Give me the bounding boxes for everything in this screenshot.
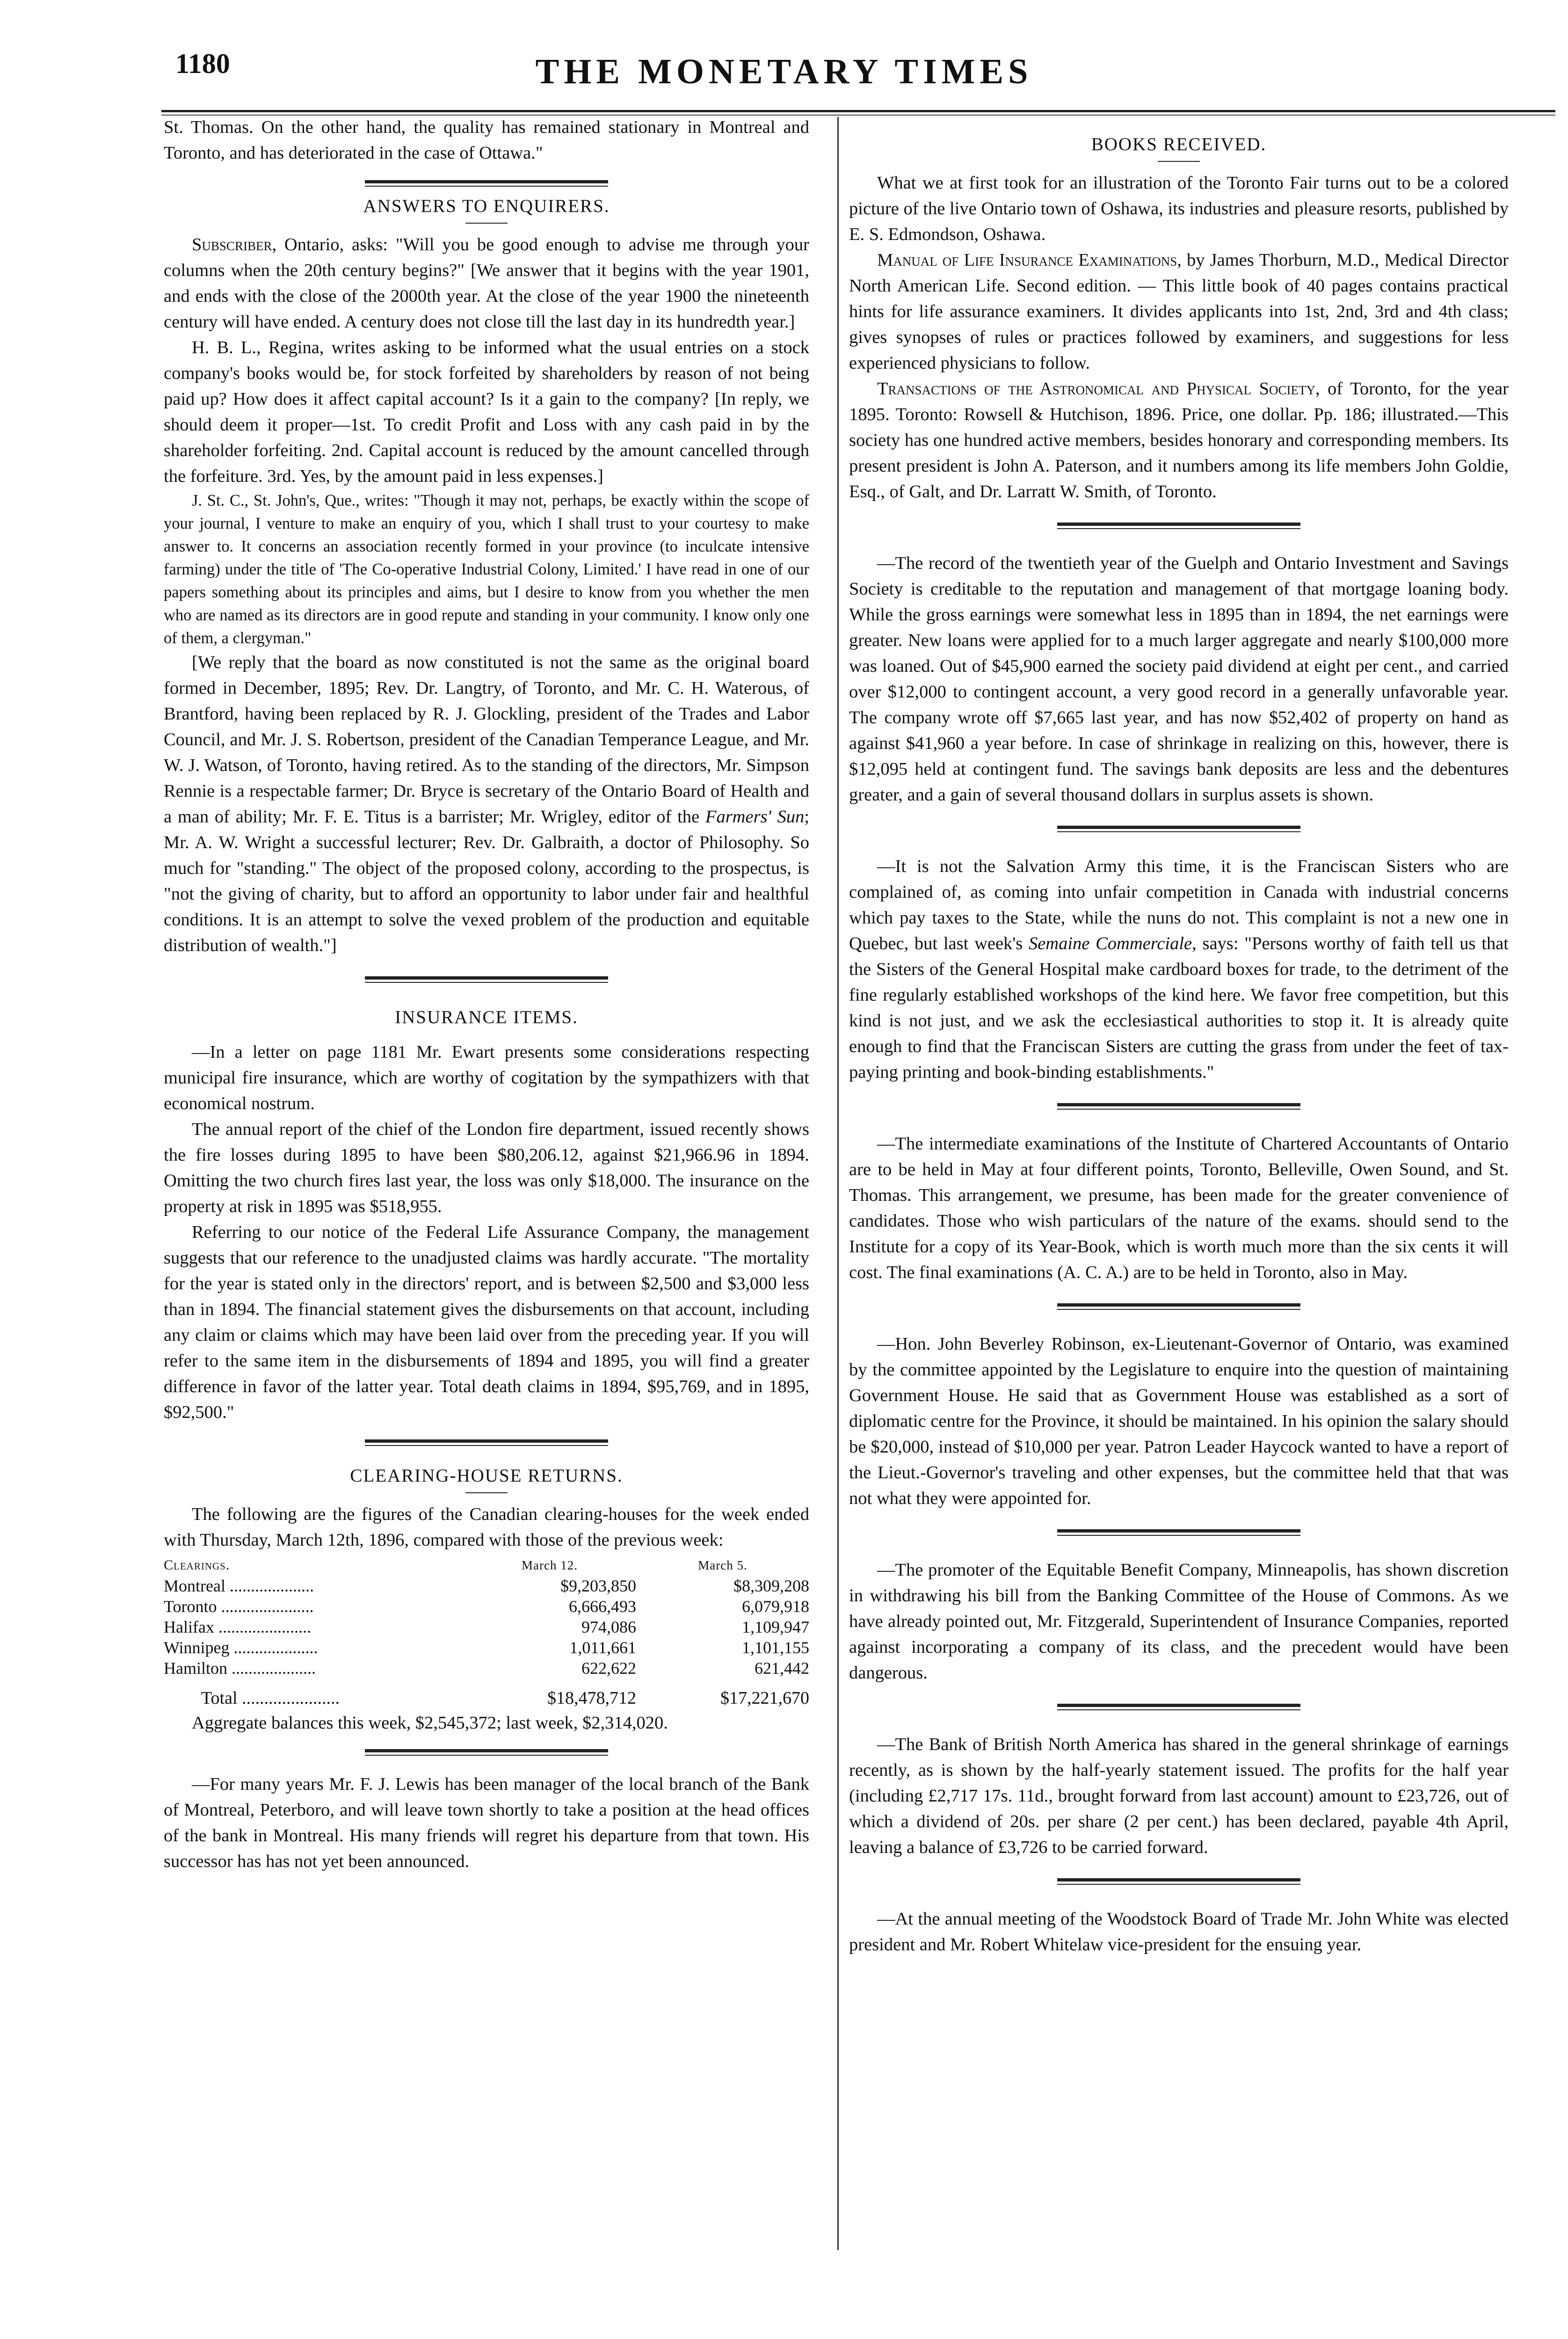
books-transactions <box>849 376 1509 505</box>
clearing-aggregate: Aggregate balances this week, $2,545,372; last week, $2,314,020. <box>192 1713 668 1733</box>
march12-col-header: March 12. <box>522 1558 578 1572</box>
march5-cell: $8,309,208 <box>733 1576 809 1595</box>
insurance-ewart: —In a letter on page 1181 Mr. Ewart presents some considerations respecting municipal fire insurance, which are worthy of cogitation by the sympathizers with that economical nostrum. <box>164 1042 809 1113</box>
total-label: Total ...................... <box>201 1688 340 1708</box>
march12-cell: $9,203,850 <box>560 1576 636 1595</box>
march12-cell: 622,622 <box>581 1659 636 1678</box>
subscriber-name: Subscriber <box>192 235 272 254</box>
woodstock-paragraph: —At the annual meeting of the Woodstock Board of Trade Mr. John White was elected president and Mr. Robert Whitelaw vice-president for the ensuing year. <box>849 1909 1509 1954</box>
march12-cell: 1,011,661 <box>569 1638 636 1657</box>
heading-rule <box>465 223 508 224</box>
heading-rule <box>1158 161 1200 162</box>
section-rule <box>1057 1878 1300 1885</box>
section-rule <box>1057 1103 1300 1110</box>
table-row <box>164 1637 809 1658</box>
table-row <box>164 1617 809 1637</box>
clearing-intro: The following are the figures of the Canadian clearing-houses for the week ended with Thursday, March 12th, 1896, compared with those of the previous week: <box>164 1504 809 1550</box>
total-march12: $18,478,712 <box>547 1688 636 1708</box>
answer-jstc-letter: J. St. C., St. John's, Que., writes: "Though it may not, perhaps, be exactly within the scope of your journal, I venture to make an enquiry of you, which I shall trust to your courtesy to make answer to. It concerns an association recently formed in your province (to inculcate intensive farming) under the title of 'The Co-operative Industrial Colony, Limited.' I have read in one of our papers something about its principles and aims, but I desire to know from you whether the men who are named as its directors are in good repute and standing in your community. I know only one of them, a clergyman." <box>164 492 809 647</box>
answer-subscriber <box>164 232 809 335</box>
manual-text: , by James Thorburn, M.D., Medical Director North American Life. Second edition. — This little book of 40 pages contains practical hints for life assurance examiners. It divides applicants into 1st, 2nd, 3rd and 4th class; gives synopses of rules or practices followed by examiners, and suggestions for less experienced physicians to follow. <box>849 250 1509 373</box>
section-rule <box>1057 523 1300 529</box>
city-cell: Hamilton .................... <box>164 1659 316 1678</box>
page-number: 1180 <box>175 48 230 79</box>
robinson-paragraph: —Hon. John Beverley Robinson, ex-Lieutenant-Governor of Ontario, was examined by the committee appointed by the Legislature to enquire into the question of maintaining Government House. He said that as Government House was established as a sort of diplomatic centre for the Province, it should be maintained. In his opinion the salary should be $20,000, instead of $10,000 per year. Patron Leader Haycock wanted to have a report of the Lieut.-Governor's traveling and other expenses, but the committee held that that was not what they were appointed for. <box>849 1334 1509 1508</box>
section-rule <box>1057 1303 1300 1310</box>
books-oshawa: What we at first took for an illustration of the Toronto Fair turns out to be a colored picture of the live Ontario town of Oshawa, its industries and pleasure resorts, published by E. S. Edmondson, Oshawa. <box>849 173 1509 244</box>
clearings-col-header: Clearings. <box>164 1557 230 1573</box>
clearing-header-row <box>164 1555 809 1576</box>
march12-cell: 974,086 <box>581 1618 636 1636</box>
insurance-london-fire: The annual report of the chief of the London fire department, issued recently shows the fire losses during 1895 to have been $80,206.12, against $21,966.96 in 1894. Omitting the two church fires last year, the loss was only $18,000. The insurance on the property at risk in 1895 was $518,955. <box>164 1119 809 1216</box>
answer-jstc-reply <box>164 650 809 959</box>
table-row <box>164 1596 809 1617</box>
reply-text-a: [We reply that the board as now constituted is not the same as the original board formed in December, 1895; Rev. Dr. Langtry, of Toronto, and Mr. C. H. Waterous, of Brantford, having been replaced by R. J. Glockling, president of the Trades and Labor Council, and Mr. J. S. Robertson, president of the Canadian Temperance League, and Mr. W. J. Watson, of Toronto, having retired. As to the standing of the directors, Mr. Simpson Rennie is a respectable farmer; Dr. Bryce is secretary of the Ontario Board of Health and a man of ability; Mr. F. E. Titus is a barrister; Mr. Wrigley, editor of the <box>164 653 809 827</box>
march5-cell: 1,109,947 <box>742 1618 809 1636</box>
march5-cell: 1,101,155 <box>742 1638 809 1657</box>
reply-text-b: ; Mr. A. W. Wright a successful lecturer; Rev. Dr. Galbraith, a doctor of Philosophy. So much for "standing." The object of the proposed colony, according to the prospectus, is "not the giving of charity, but to afford an opportunity to labor under fair and healthful conditions. It is an attempt to solve the vexed problem of the production and equitable distribution of wealth."] <box>164 807 809 955</box>
city-cell: Toronto ...................... <box>164 1597 314 1616</box>
section-rule <box>1057 1529 1300 1536</box>
insurance-heading: INSURANCE ITEMS. <box>395 1007 578 1027</box>
city-cell: Winnipeg .................... <box>164 1638 318 1657</box>
subscriber-text: , Ontario, asks: "Will you be good enough to advise me through your columns when the 20th century begins?" [We answer that it begins with the year 1901, and ends with the close of the 2000th year. At the close of the year 1900 the nineteenth century will have ended. A century does not close till the last day in its hundredth year.] <box>164 235 809 332</box>
table-row <box>164 1658 809 1678</box>
franciscan-text-b: , says: "Persons worthy of faith tell us that the Sisters of the General Hospital make cardboard boxes for trade, to the detriment of the fine regularly established workshops of the kind here. We favor free competition, but this kind is not just, and we ask the ecclesiastical authorities to stop it. It is already quite enough to find that the Franciscan Sisters are cutting the grass from under the feet of tax-paying printing and book-binding establishments." <box>849 934 1509 1082</box>
clearing-heading: CLEARING-HOUSE RETURNS. <box>350 1466 623 1486</box>
masthead-title: THE MONETARY TIMES <box>535 52 1033 91</box>
heading-rule <box>465 1492 508 1493</box>
guelph-paragraph: —The record of the twentieth year of the Guelph and Ontario Investment and Savings Society is creditable to the reputation and management of that mortgage loaning body. While the gross earnings were somewhat less in 1895 than in 1894, the net earnings were greater. New loans were applied for to a much larger aggregate and nearly $100,000 more was loaned. Out of $45,900 earned the society paid dividend at eight per cent., and carried over $12,000 to contingent account, a very good record in a generally unfavorable year. The company wrote off $7,665 last year, and has now $52,402 of property on hand as against $41,960 a year before. In case of shrinkage in realizing on this, however, there is $12,095 held at contingent fund. The savings bank deposits are less and the debentures greater, and a gain of several thousand dollars in surplus assets is shown. <box>849 553 1509 805</box>
right-column <box>849 115 1509 1958</box>
farmers-sun-title: Farmers' Sun <box>705 807 805 827</box>
transactions-text: , of Toronto, for the year 1895. Toronto: Rowsell & Hutchison, 1896. Price, one dollar. Pp. 186; illustrated.—This society has one hundred active members, besides honorary and corresponding members. Its present president is John A. Paterson, and it numbers among its life members John Goldie, Esq., of Galt, and Dr. Larratt W. Smith, of Toronto. <box>849 379 1509 501</box>
franciscan-paragraph <box>849 854 1509 1085</box>
equitable-paragraph: —The promoter of the Equitable Benefit Company, Minneapolis, has shown discretion in withdrawing his bill from the Banking Committee of the House of Commons. As we have already pointed out, Mr. Fitzgerald, Superintendent of Insurance Companies, reported against incorporating a company of its class, and the precedent would have been dangerous. <box>849 1560 1509 1683</box>
left-column <box>164 115 809 1874</box>
section-rule <box>365 180 608 187</box>
total-row <box>164 1678 809 1708</box>
march5-cell: 621,442 <box>755 1659 809 1678</box>
section-rule <box>365 976 608 983</box>
clearing-table <box>164 1555 809 1708</box>
semaine-commerciale-title: Semaine Commerciale <box>1028 934 1192 953</box>
march5-cell: 6,079,918 <box>742 1597 809 1616</box>
answers-heading: ANSWERS TO ENQUIRERS. <box>363 196 610 216</box>
section-rule <box>365 1439 608 1446</box>
books-heading: BOOKS RECEIVED. <box>1091 134 1267 154</box>
city-cell: Montreal .................... <box>164 1576 314 1595</box>
march12-cell: 6,666,493 <box>569 1597 636 1616</box>
bna-paragraph: —The Bank of British North America has shared in the general shrinkage of earnings recently, as is shown by the half-yearly statement issued. The profits for the half year (including £2,717 17s. 11d., brought forward from last account) amount to £23,726, out of which a dividend of 20s. per share (2 per cent.) has been declared, payable 4th April, leaving a balance of £3,726 to be carried forward. <box>849 1735 1509 1857</box>
column-divider <box>837 117 839 2250</box>
insurance-federal-life: Referring to our notice of the Federal Life Assurance Company, the management suggests that our reference to the unadjusted claims was hardly accurate. "The mortality for the year is stated only in the directors' report, and is between $2,500 and $3,000 less than in 1894. The financial statement gives the disbursements on that account, including any claim or claims which may have been laid over from the preceding year. If you will refer to the same item in the disbursements of 1894 and 1895, you will find a greater difference in favor of the latter year. Total death claims in 1894, $95,769, and in 1895, $92,500." <box>164 1222 809 1422</box>
franciscan-text-a: —It is not the Salvation Army this time, it is the Franciscan Sisters who are complained of, as coming into unfair competition in Canada with industrial concerns which pay taxes to the State, while the nuns do not. This complaint is not a new one in Quebec, but last week's <box>849 857 1509 953</box>
lewis-paragraph: —For many years Mr. F. J. Lewis has been manager of the local branch of the Bank of Montreal, Peterboro, and will leave town shortly to take a position at the head offices of the bank in Montreal. His many friends will regret his departure from that town. His successor has has not yet been announced. <box>164 1774 809 1871</box>
table-row <box>164 1576 809 1596</box>
transactions-title: Transactions of the Astronomical and Physical Society <box>877 379 1315 399</box>
manual-title: Manual of Life Insurance Examinations <box>877 250 1177 270</box>
books-manual <box>849 247 1509 376</box>
total-march5: $17,221,670 <box>720 1688 809 1708</box>
accountants-paragraph: —The intermediate examinations of the Institute of Chartered Accountants of Ontario are to be held in May at four different points, Toronto, Belleville, Owen Sound, and St. Thomas. This arrangement, we presume, has been made for the greater convenience of candidates. Those who wish particulars of the nature of the exams. should send to the Institute for a copy of its Year-Book, which is worth much more than the six cents it will cost. The final examinations (A. C. A.) are to be held in Toronto, also in May. <box>849 1134 1509 1282</box>
section-rule <box>365 1749 608 1756</box>
march5-col-header: March 5. <box>698 1558 748 1572</box>
section-rule <box>1057 1704 1300 1710</box>
continued-paragraph: St. Thomas. On the other hand, the quality has remained stationary in Montreal and Toronto, and has deteriorated in the case of Ottawa." <box>164 117 809 163</box>
city-cell: Halifax ...................... <box>164 1618 311 1636</box>
section-rule <box>1057 826 1300 832</box>
masthead-rule <box>161 110 1555 112</box>
answer-hbl: H. B. L., Regina, writes asking to be informed what the usual entries on a stock company's books would be, for stock forfeited by shareholders by reason of not being paid up? How does it affect capital account? Is it a gain to the company? [In reply, we should deem it proper—1st. To credit Profit and Loss with any cash paid in by the shareholder forfeiting. 2nd. Capital account is reduced by the amount cancelled through the forfeiture. 3rd. Yes, by the amount paid in less expenses.] <box>164 338 809 486</box>
